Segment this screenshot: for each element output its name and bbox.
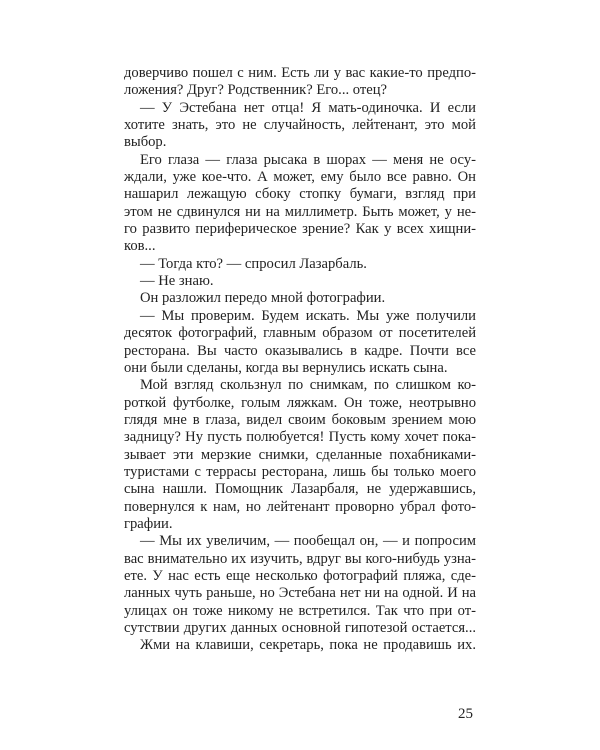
text-line: сутствии других данных основной гипотезой остается... [124,620,476,636]
text-line: хотите знать, это не случайность, лейтенант, это мой [124,117,476,134]
text-line: десяток фотографий, главным образом от посетителей [124,325,476,342]
text-line: ков... [124,238,156,255]
text-line: нашарил лежащую сбоку стопку бумаги, взгляд при [124,186,476,203]
text-line: Он разложил передо мной фотографии. [140,290,386,307]
text-line: улицах он тоже никому не встретился. Так что при от- [124,602,476,619]
text-line: Жми на клавиши, секретарь, пока не продавишь их. [140,637,476,654]
text-line: сына нашли. Помощник Лазарбаля, не удержавшись, [124,481,476,498]
page-number: 25 [458,706,473,722]
text-line: ресторана. Вы часто оказывались в кадре. Почти все [124,342,476,359]
text-line: ждали, уже кое-что. А может, ему было все равно. Он [124,169,476,186]
text-line: этом не сдвинулся ни на миллиметр. Быть может, у не- [124,203,476,220]
text-line: — У Эстебана нет отца! Я мать-одиночка. И если [140,99,476,116]
text-line: задницу? Ну пусть полюбуется! Пусть кому хочет пока- [124,429,476,446]
text-line: туристами с террасы ресторана, лишь бы только моего [124,463,476,480]
text-line: глядя мне в глаза, видел своим боковым зрением мою [124,411,476,428]
text-line: — Тогда кто? — спросил Лазарбаль. [140,255,367,272]
text-line: ланных чуть раньше, но Эстебана нет ни на одной. И на [124,585,476,602]
page-body-text [124,65,476,655]
text-line: Его глаза — глаза рысака в шорах — меня не осу- [140,151,476,168]
text-line: Мой взгляд скользнул по снимкам, по слишком ко- [140,377,476,394]
text-line: доверчиво пошел с ним. Есть ли у вас какие-то предпо- [124,65,476,81]
text-line: они были сделаны, когда вы вернулись искать сына. [124,359,448,376]
text-line: — Мы их увеличим, — пообещал он, — и попросим [140,533,476,550]
text-line: ете. У нас есть еще несколько фотографий пляжа, сде- [124,567,476,584]
text-line: го развито периферическое зрение? Как у всех хищни- [124,221,476,238]
text-line: графии. [124,515,173,532]
text-line: выбор. [124,134,167,151]
text-line: — Не знаю. [140,273,214,290]
text-line: ложения? Друг? Родственник? Его... отец? [124,82,388,99]
text-line: — Мы проверим. Будем искать. Мы уже получили [140,307,476,324]
text-line: повернулся к нам, но лейтенант проворно убрал фото- [124,498,476,515]
text-line: зывает эти мерзкие снимки, сделанные похабниками- [124,446,476,463]
text-line: вас внимательно их изучить, вдруг вы кого-нибудь узна- [124,550,476,567]
text-line: роткой футболке, голым ляжкам. Он тоже, неотрывно [124,394,476,411]
